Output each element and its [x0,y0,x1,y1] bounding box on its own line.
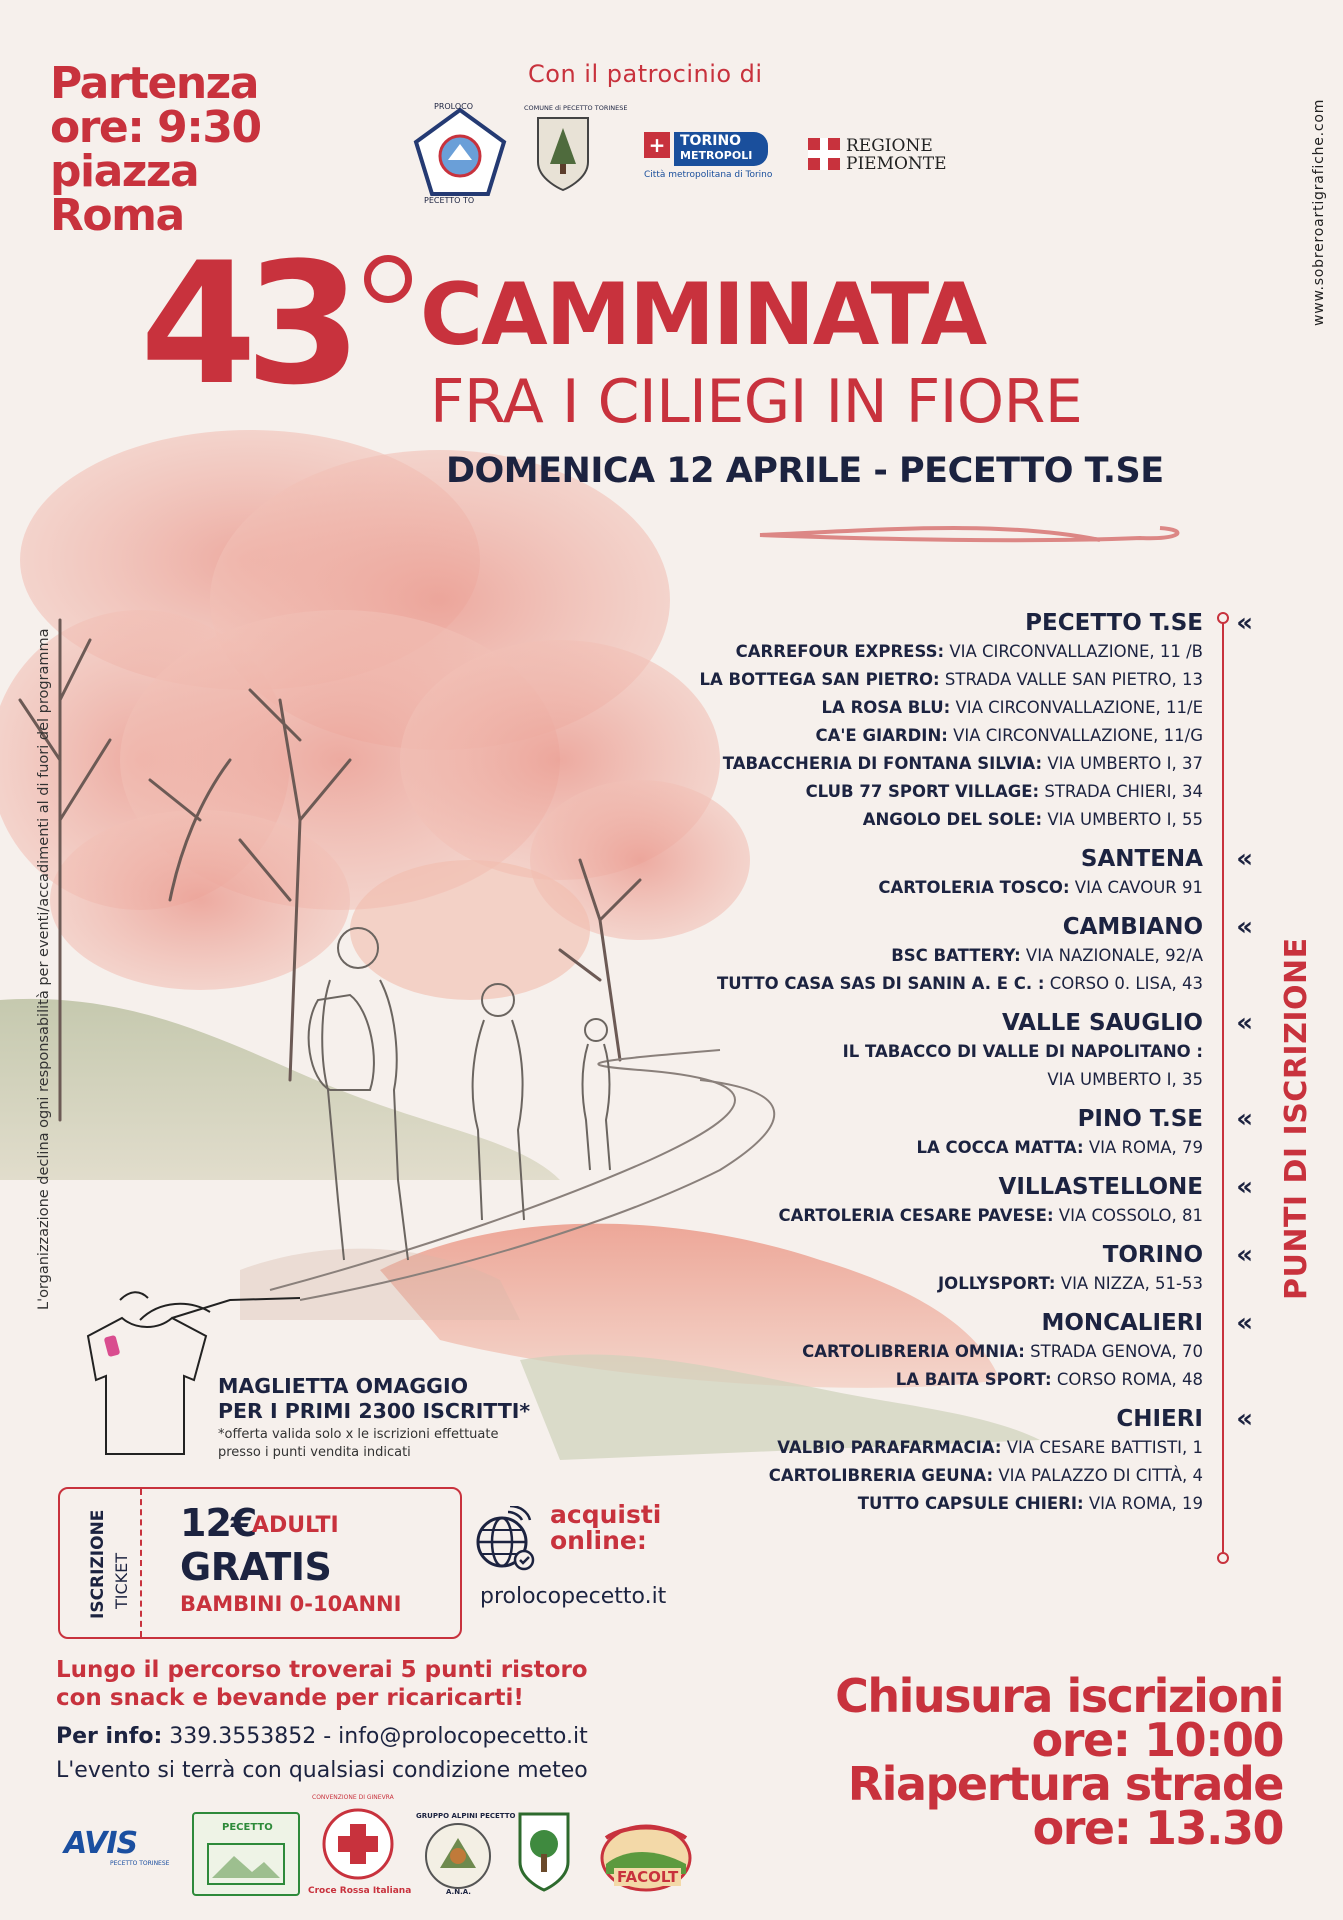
shop-entry [403,638,1203,666]
online-title-line-1: acquisti [550,1500,662,1529]
chevron-left-icon: « [1236,1104,1247,1134]
town-heading [403,1240,1247,1270]
chevron-left-icon: « [1236,608,1247,638]
shop-name: CARTOLIBRERIA GEUNA: [768,1466,994,1485]
shop-address: VIA CIRCONVALLAZIONE, 11/E [950,698,1203,717]
shop-address: VIA NAZIONALE, 92/A [1020,946,1203,965]
online-website-link[interactable]: prolocopecetto.it [480,1584,667,1609]
pecetto-logo [192,1812,300,1896]
chevron-left-icon: « [1236,1008,1247,1038]
chevron-left-icon: « [1236,1308,1247,1338]
torino-logo-line-2: METROPOLI [680,149,753,162]
shop-entry [403,970,1203,998]
alpini-logo-top-text: GRUPPO ALPINI PECETTO [416,1812,516,1820]
start-info [50,58,380,241]
online-purchase [474,1500,704,1610]
town-name: MONCALIERI [1041,1310,1203,1336]
town-name: CHIERI [1116,1406,1203,1432]
avis-logo-sub: PECETTO TORINESE [110,1860,170,1867]
shop-entry [403,722,1203,750]
shop-entry [403,874,1203,902]
chevron-left-icon: « [1236,1240,1247,1270]
shop-name: TUTTO CASA SAS DI SANIN A. E C. : [717,974,1045,993]
ticket-price-label: ADULTI [252,1513,339,1538]
tshirt-note-line-1: *offerta valida solo x le iscrizioni effettuate [218,1427,499,1442]
shop-name: CARTOLERIA TOSCO: [878,878,1070,897]
comune-logo-text: COMUNE di PECETTO TORINESE [524,104,628,112]
printer-website-text: www.sobreroartigrafiche.com [1311,98,1327,326]
alpini-logo-bottom-text: A.N.A. [446,1888,471,1896]
contact-label: Per info: [56,1724,163,1749]
shop-address: VIA UMBERTO I, 35 [1047,1070,1203,1089]
brush-stroke [760,528,1177,540]
town-heading [403,608,1247,638]
town-heading [403,912,1247,942]
contact-info [56,1720,588,1788]
torino-logo-line-1: TORINO [680,133,742,149]
shop-name: CARTOLERIA CESARE PAVESE: [778,1206,1054,1225]
shop-address: VIA UMBERTO I, 37 [1042,754,1203,773]
shop-name: TABACCHERIA DI FONTANA SILVIA: [722,754,1043,773]
town-name: TORINO [1102,1242,1203,1268]
shop-address: VIA ROMA, 79 [1083,1138,1203,1157]
edition-number: 43 [140,226,350,422]
town-name: PINO T.SE [1077,1106,1203,1132]
town-heading [403,1172,1247,1202]
regione-logo-line-2: PIEMONTE [846,154,947,174]
town-name: VALLE SAUGLIO [1001,1010,1203,1036]
refreshment-line-2: con snack e bevande per ricaricarti! [56,1685,524,1711]
chevron-left-icon: « [1236,912,1247,942]
shop-entry [403,1270,1203,1298]
event-date: DOMENICA 12 APRILE - PECETTO T.SE [446,451,1164,491]
alpini-logo [416,1812,516,1898]
shop-entry [403,1038,1203,1066]
start-line-1: Partenza [50,58,258,109]
avis-logo-text: AVIS [64,1826,138,1861]
shop-address: VIA PALAZZO DI CITTÀ, 4 [993,1466,1203,1485]
online-title-line-2: online: [550,1526,647,1555]
pecetto-logo-text: PECETTO [222,1822,273,1833]
shop-entry [403,942,1203,970]
proloco-logo-top-text: PROLOCO [434,102,474,111]
registration-points-label [1241,937,1314,1300]
shop-entry [403,806,1203,834]
shop-name: BSC BATTERY: [891,946,1021,965]
closing-line-2: ore: 10:00 [1031,1713,1283,1767]
title-subtitle: FRA I CILIEGI IN FIORE [430,367,1083,437]
shop-name: CA'E GIARDIN: [815,726,948,745]
comune-logo [524,104,628,198]
town-heading [403,1008,1247,1038]
town-heading [403,1104,1247,1134]
facolt-logo [596,1818,696,1892]
shop-address: VIA NIZZA, 51-53 [1055,1274,1203,1293]
shop-address: VIA CESARE BATTISTI, 1 [1001,1438,1203,1457]
ticket-box [58,1487,462,1639]
ticket-stub-sub: TICKET [112,1552,131,1609]
regione-piemonte-logo [808,136,947,176]
shop-entry [403,1134,1203,1162]
ticket-stub [60,1489,142,1637]
croce-rossa-logo-text: Croce Rossa Italiana [308,1886,412,1896]
shop-name: ANGOLO DEL SOLE: [862,810,1043,829]
shop-entry [403,778,1203,806]
proloco-logo [404,102,516,206]
tshirt-note-line-2: presso i punti vendita indicati [218,1445,411,1460]
contact-details[interactable]: 339.3553852 - info@prolocopecetto.it [162,1724,588,1749]
registration-timeline [1221,612,1225,1562]
timeline-top-dot [1217,612,1229,624]
regione-logo-line-1: REGIONE [846,136,933,156]
title-main: CAMMINATA [420,265,986,365]
town-name: PECETTO T.SE [1025,610,1203,636]
shop-entry [403,1066,1203,1094]
shop-address: VIA COSSOLO, 81 [1053,1206,1203,1225]
timeline-bottom-dot [1217,1552,1229,1564]
start-line-3: piazza [50,146,199,197]
start-line-2: ore: 9:30 [50,102,261,153]
tshirt-title-line-1: MAGLIETTA OMAGGIO [218,1374,469,1398]
ticket-price: 12€ [180,1501,257,1545]
shop-name: CARTOLIBRERIA OMNIA: [802,1342,1025,1361]
shop-name: CARREFOUR EXPRESS: [735,642,945,661]
shop-name: LA COCCA MATTA: [916,1138,1084,1157]
shop-entry [403,1202,1203,1230]
shop-name: CLUB 77 SPORT VILLAGE: [805,782,1040,801]
shield-logo [516,1808,572,1894]
ticket-kids-label: BAMBINI 0-10ANNI [180,1592,402,1616]
closing-line-4: ore: 13.30 [1032,1801,1283,1855]
shop-name: LA BOTTEGA SAN PIETRO: [699,670,940,689]
ticket-stub-title: ISCRIZIONE [88,1509,108,1619]
weather-note: L'evento si terrà con qualsiasi condizione meteo [56,1758,588,1783]
shop-address: VIA CIRCONVALLAZIONE, 11 /B [944,642,1203,661]
town-heading [403,1308,1247,1338]
town-name: SANTENA [1080,846,1203,872]
shop-name: LA ROSA BLU: [821,698,951,717]
shop-address: STRADA VALLE SAN PIETRO, 13 [939,670,1203,689]
disclaimer-vertical [14,410,52,1310]
shop-name: TUTTO CAPSULE CHIERI: [857,1494,1084,1513]
shop-address: CORSO ROMA, 48 [1051,1370,1203,1389]
town-name: VILLASTELLONE [998,1174,1203,1200]
town-name: CAMBIANO [1062,914,1203,940]
closing-line-3: Riapertura strade [847,1757,1283,1811]
proloco-logo-bottom-text: PECETTO TO [424,196,475,205]
torino-logo-sub: Città metropolitana di Torino [644,170,773,180]
shop-address: VIA ROMA, 19 [1083,1494,1203,1513]
chevron-left-icon: « [1236,844,1247,874]
avis-logo [64,1826,174,1870]
shop-address: STRADA CHIERI, 34 [1039,782,1203,801]
shop-name: IL TABACCO DI VALLE DI NAPOLITANO : [842,1042,1203,1061]
disclaimer-text: L'organizzazione declina ogni responsabilità per eventi/accadimenti al di fuori del programma [36,628,52,1310]
shop-entry [403,694,1203,722]
closing-times [835,1669,1283,1855]
tshirt-title-line-2: PER I PRIMI 2300 ISCRITTI* [218,1399,531,1423]
shop-name: LA BAITA SPORT: [895,1370,1052,1389]
tshirt-promo [218,1374,578,1462]
shop-entry [403,1462,1203,1490]
shop-address: VIA CIRCONVALLAZIONE, 11/G [947,726,1203,745]
shop-address: STRADA GENOVA, 70 [1024,1342,1203,1361]
patronage-title: Con il patrocinio di [528,60,763,88]
croce-rossa-ring-text: CONVENZIONE DI GINEVRA [312,1794,394,1801]
closing-line-1: Chiusura iscrizioni [835,1669,1283,1723]
shop-entry [403,1338,1203,1366]
shop-entry [403,666,1203,694]
ticket-free-label: GRATIS [180,1545,332,1589]
refreshment-line-1: Lungo il percorso troverai 5 punti ristoro [56,1657,588,1683]
shop-name: VALBIO PARAFARMACIA: [777,1438,1002,1457]
registration-points-label-text: PUNTI DI ISCRIZIONE [1279,937,1314,1300]
shop-address: VIA CAVOUR 91 [1069,878,1203,897]
globe-icon [474,1506,538,1572]
shop-entry [403,750,1203,778]
refreshment-info [56,1656,756,1712]
shop-address: CORSO 0. LISA, 43 [1044,974,1203,993]
shop-name: JOLLYSPORT: [938,1274,1056,1293]
torino-metropoli-logo: + TORINO METROPOLI Città metropolitana di Torino [644,133,773,180]
ordinal-degree-mark [364,255,412,303]
town-heading [403,844,1247,874]
printer-website-vertical [1289,36,1327,326]
croce-rossa-logo [308,1794,412,1900]
shop-address: VIA UMBERTO I, 55 [1042,810,1203,829]
start-line-4: Roma [50,190,184,241]
chevron-left-icon: « [1236,1404,1247,1434]
chevron-left-icon: « [1236,1172,1247,1202]
facolt-logo-text: FACOLT [614,1868,681,1886]
